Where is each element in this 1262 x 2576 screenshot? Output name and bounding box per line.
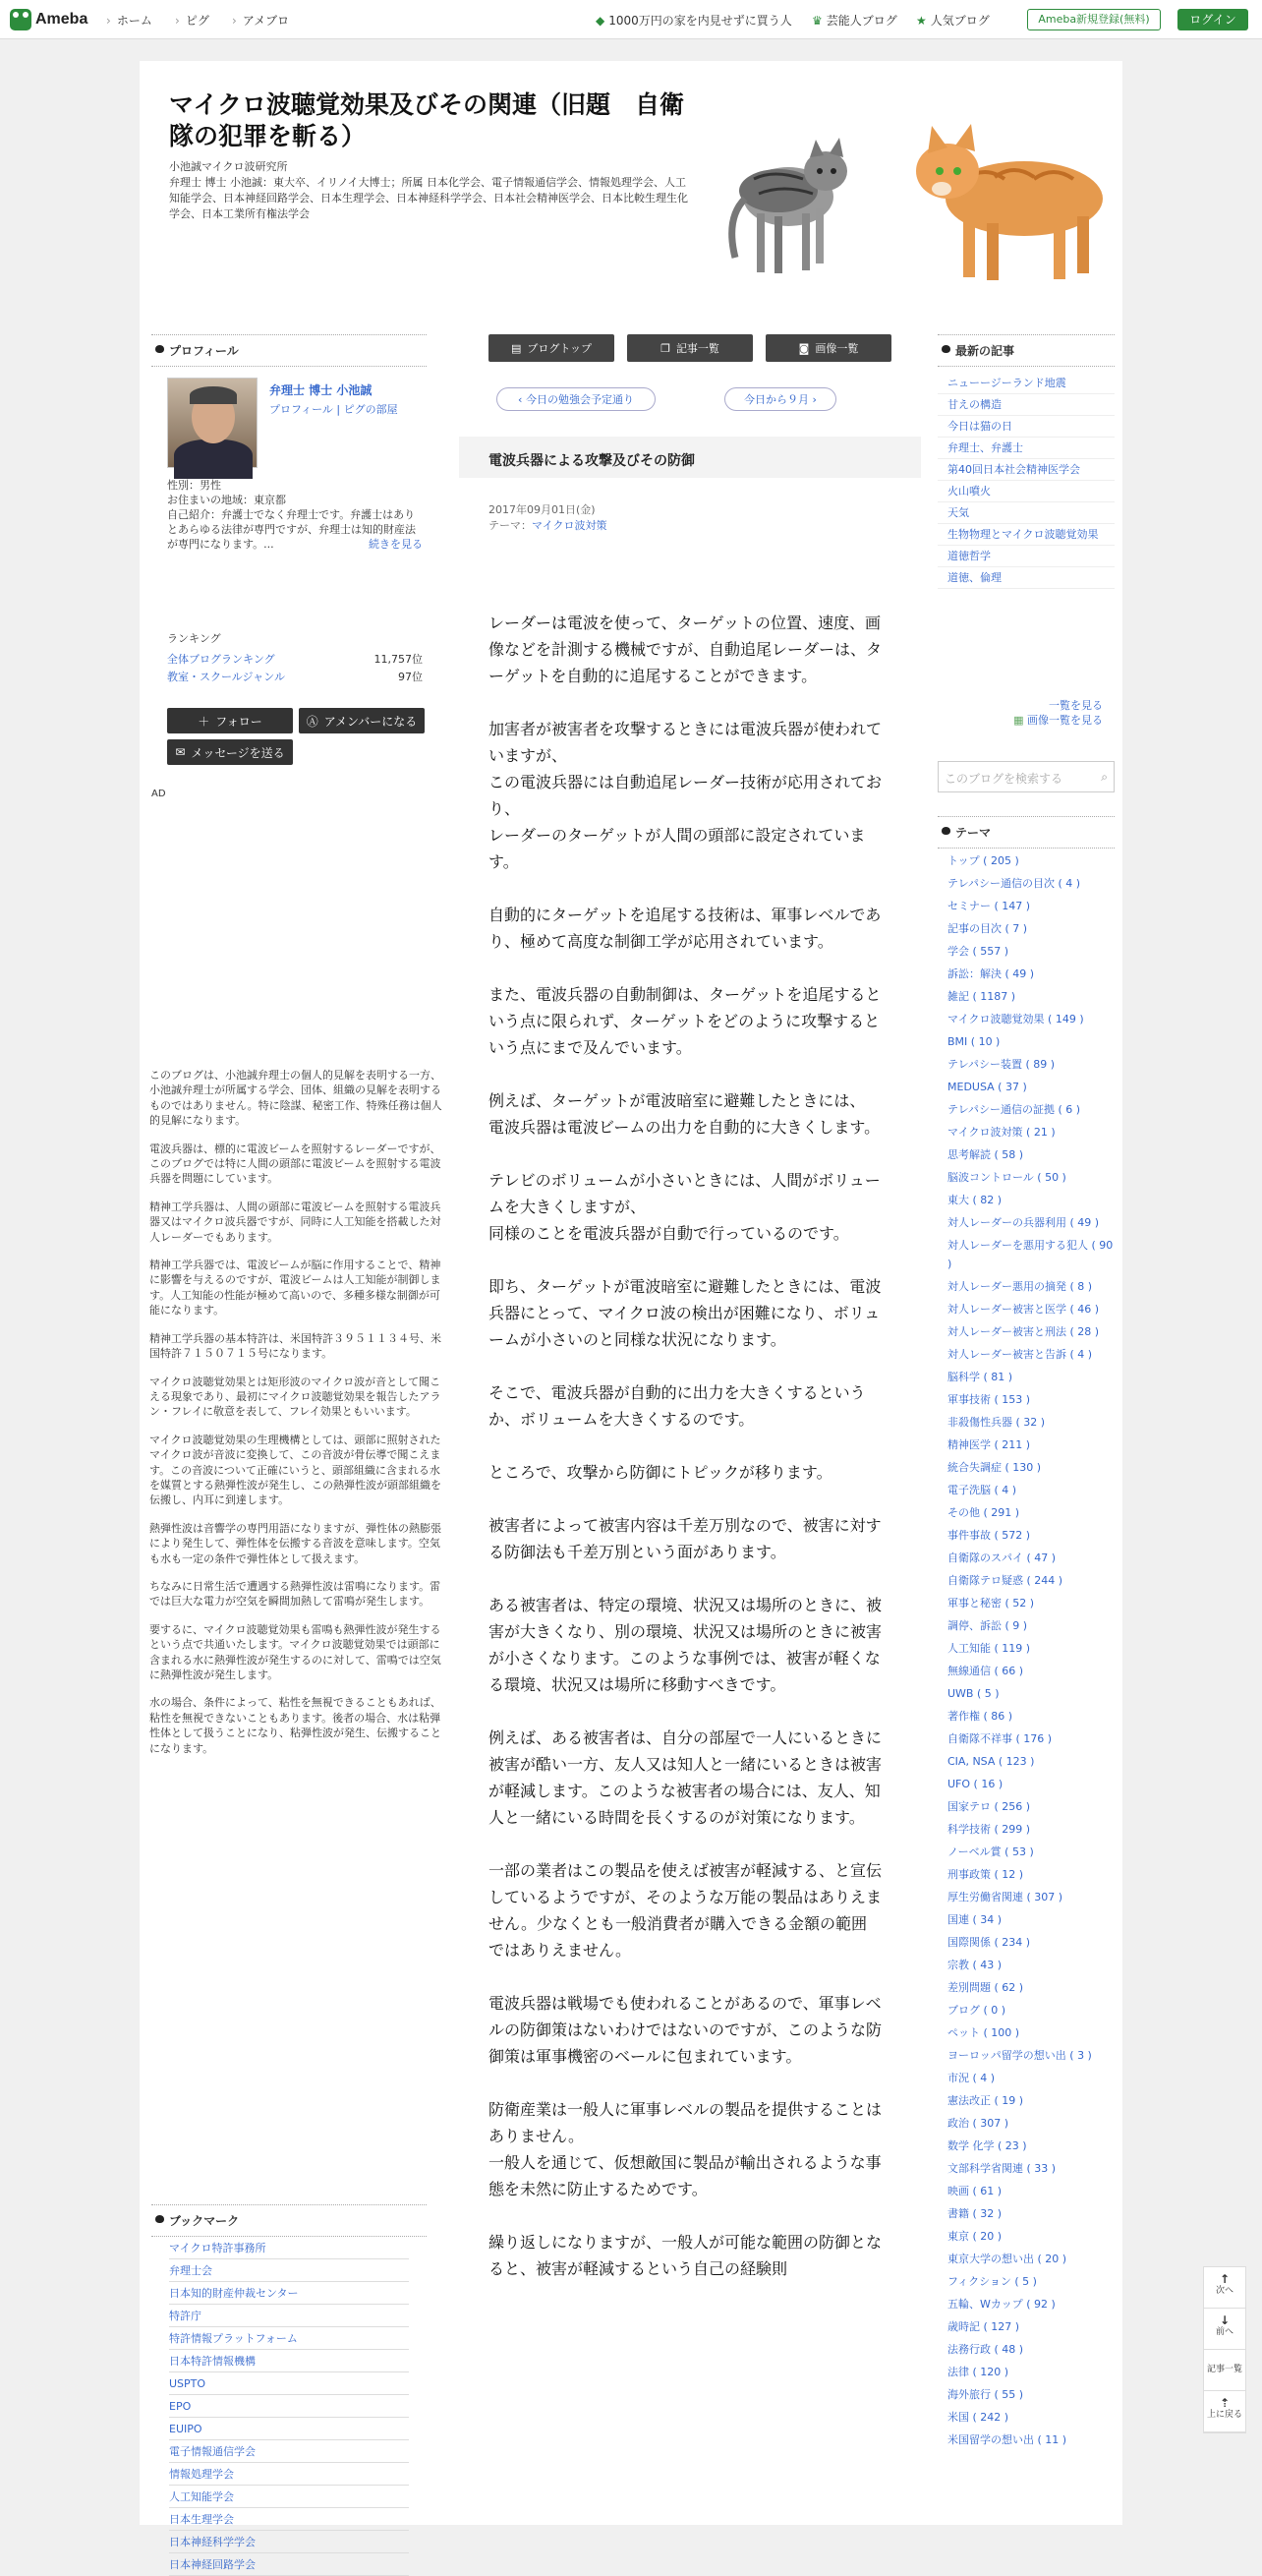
rank-overall-link[interactable]: 全体ブログランキング bbox=[167, 653, 275, 666]
bookmark-item[interactable] bbox=[169, 2463, 409, 2486]
theme-item[interactable] bbox=[938, 1411, 1115, 1434]
nav-home[interactable]: › ホーム bbox=[106, 12, 152, 29]
theme-item[interactable] bbox=[938, 2089, 1115, 2112]
profile-location: お住まいの地域：東京都 bbox=[167, 494, 286, 506]
promo-link[interactable]: ◆ 1000万円の家を内見せずに買う人 bbox=[596, 14, 792, 28]
latest-entry[interactable] bbox=[938, 546, 1115, 567]
bookmark-item[interactable] bbox=[169, 2531, 409, 2553]
bookmark-item[interactable] bbox=[169, 2259, 409, 2282]
orange-cat-image bbox=[916, 124, 1103, 280]
theme-item[interactable] bbox=[938, 1343, 1115, 1366]
frog-logo-icon bbox=[10, 9, 31, 30]
theme-list bbox=[938, 849, 1115, 2451]
latest-entry-link[interactable]: 火山噴火 bbox=[947, 485, 991, 498]
note-7: マイクロ波聴覚効果の生理機構としては、頭部に照射されたマイクロ波が音波に変換して、この音波が骨伝導で聞こえます。この音波について正確にいうと、頭部組織に含まれる水を媒質とする熱弾性波が発生し、この熱弾性波が頭部組織を伝搬し、内耳に到達します。 bbox=[149, 1433, 441, 1507]
theme-item[interactable] bbox=[938, 1121, 1115, 1143]
theme-item[interactable] bbox=[938, 1275, 1115, 1298]
theme-item-link[interactable]: 文部科学省関連 ( 33 ) bbox=[947, 2162, 1057, 2175]
theme-item[interactable] bbox=[938, 1908, 1115, 1931]
amember-button[interactable]: Ⓐ アメンバーになる bbox=[299, 708, 425, 733]
theme-item[interactable] bbox=[938, 1976, 1115, 1999]
entry-list-nav-button[interactable]: 記事一覧 bbox=[1204, 2350, 1245, 2391]
theme-item-link[interactable]: セミナー ( 147 ) bbox=[947, 900, 1031, 912]
bookmark-item-link[interactable]: 特許庁 bbox=[169, 2310, 201, 2322]
bookmark-item-link[interactable]: 特許情報プラットフォーム bbox=[169, 2332, 298, 2345]
bookmark-item-link[interactable]: 弁理士会 bbox=[169, 2264, 212, 2277]
latest-entry[interactable] bbox=[938, 373, 1115, 394]
theme-item[interactable] bbox=[938, 1727, 1115, 1750]
top-arrow-icon: ⇡ bbox=[1219, 2396, 1231, 2410]
latest-heading: 最新の記事 bbox=[938, 334, 1115, 367]
latest-entry-link[interactable]: 甘えの構造 bbox=[947, 398, 1002, 411]
theme-item-link[interactable]: 憲法改正 ( 19 ) bbox=[947, 2094, 1024, 2107]
theme-item-link[interactable]: 調停、訴訟 ( 9 ) bbox=[947, 1619, 1028, 1632]
amember-icon: Ⓐ bbox=[306, 714, 318, 729]
entry-paragraph: そこで、電波兵器が自動的に出力を大きくするというか、ボリュームを大きくするのです。 bbox=[488, 1383, 866, 1429]
bookmark-item-link[interactable]: USPTO bbox=[169, 2377, 206, 2390]
latest-entry[interactable] bbox=[938, 502, 1115, 524]
theme-item[interactable] bbox=[938, 1547, 1115, 1569]
entry-paragraph: 自動的にターゲットを追尾する技術は、軍事レベルであり、極めて高度な制御工学が応用されています。 bbox=[488, 906, 882, 951]
blog-search-input[interactable]: このブログを検索する ⌕ bbox=[938, 761, 1115, 792]
theme-item[interactable] bbox=[938, 2315, 1115, 2338]
theme-item-link[interactable]: 脳科学 ( 81 ) bbox=[947, 1371, 1013, 1383]
theme-item-link[interactable]: 海外旅行 ( 55 ) bbox=[947, 2388, 1024, 2401]
rank-genre-value: 97位 bbox=[398, 671, 423, 683]
theme-item[interactable] bbox=[938, 1143, 1115, 1166]
theme-item-link[interactable]: 対人レーダー被害と刑法 ( 28 ) bbox=[947, 1325, 1100, 1338]
blog-description: 小池誠マイクロ波研究所 弁理士 博士 小池誠：東大卒、イリノイ大博士；所属 日本化学会、電子情報通信学会、情報処理学会、人工知能学会、日本神経回路学会、日本生理学会、日本神経科学学会、日本社会精神医学会、日本比較生理生化学会、日本工業所有権法学会 bbox=[169, 160, 688, 220]
latest-entry-link[interactable]: 道徳、倫理 bbox=[947, 571, 1002, 584]
theme-item[interactable] bbox=[938, 1954, 1115, 1976]
bookmark-item-link[interactable]: EUIPO bbox=[169, 2423, 202, 2435]
theme-item[interactable] bbox=[938, 1931, 1115, 1954]
latest-entry-link[interactable]: ニューージーランド地震 bbox=[947, 377, 1066, 389]
star-icon: ★ bbox=[916, 14, 927, 28]
theme-item[interactable] bbox=[938, 1569, 1115, 1592]
theme-item-link[interactable]: 歳時記 ( 127 ) bbox=[947, 2320, 1020, 2333]
note-1: このブログは、小池誠弁理士の個人的見解を表明する一方、小池誠弁理士が所属する学会、団体、組織の見解を表明するものではありません。特に陰謀、秘密工作、特殊任務は個人的見解になります。 bbox=[149, 1069, 442, 1128]
down-arrow-icon: ↓ bbox=[1219, 2313, 1231, 2327]
theme-item[interactable] bbox=[938, 1053, 1115, 1076]
theme-item[interactable] bbox=[938, 2044, 1115, 2067]
theme-item[interactable] bbox=[938, 1098, 1115, 1121]
theme-item-link[interactable]: テレパシー通信の証拠 ( 6 ) bbox=[947, 1103, 1081, 1116]
theme-item[interactable] bbox=[938, 2021, 1115, 2044]
entry-paragraph: 電波兵器は戦場でも使われることがあるので、軍事レベルの防御策はないわけではないのですが、このような防御策は軍事機密のベールに包まれています。 bbox=[488, 1994, 883, 2066]
theme-item-link[interactable]: ブログ ( 0 ) bbox=[947, 2004, 1006, 2017]
theme-item-link[interactable]: 科学技術 ( 299 ) bbox=[947, 1823, 1031, 1836]
theme-item[interactable] bbox=[938, 1479, 1115, 1501]
latest-entry[interactable] bbox=[938, 394, 1115, 416]
bookmark-item-link[interactable]: 日本生理学会 bbox=[169, 2513, 234, 2526]
theme-item-link[interactable]: 無線通信 ( 66 ) bbox=[947, 1665, 1024, 1677]
floating-nav bbox=[1203, 2266, 1246, 2433]
theme-item-link[interactable]: 自衛隊不祥事 ( 176 ) bbox=[947, 1732, 1053, 1745]
latest-entry-link[interactable]: 道徳哲学 bbox=[947, 550, 991, 562]
profile-links[interactable]: プロフィール | ピグの部屋 bbox=[269, 403, 398, 416]
theme-item-link[interactable]: テレパシー通信の目次 ( 4 ) bbox=[947, 877, 1081, 890]
theme-item[interactable] bbox=[938, 1660, 1115, 1682]
theme-item[interactable] bbox=[938, 2361, 1115, 2383]
theme-item-link[interactable]: 市況 ( 4 ) bbox=[947, 2072, 996, 2084]
follow-button[interactable]: ＋ フォロー bbox=[167, 708, 293, 733]
profile-heading: プロフィール bbox=[151, 334, 427, 367]
latest-entry[interactable] bbox=[938, 524, 1115, 546]
theme-item-link[interactable]: テレパシー装置 ( 89 ) bbox=[947, 1058, 1056, 1071]
entry-paragraph: 繰り返しになりますが、一般人が可能な範囲の防御となると、被害が軽減するという自己の経験則 bbox=[488, 2233, 883, 2278]
theme-item-link[interactable]: ペット ( 100 ) bbox=[947, 2026, 1020, 2039]
rank-overall-value: 11,757位 bbox=[373, 653, 423, 666]
theme-item[interactable] bbox=[938, 1366, 1115, 1388]
theme-item[interactable] bbox=[938, 895, 1115, 917]
bookmark-item[interactable] bbox=[169, 2553, 409, 2576]
profile-avatar[interactable] bbox=[167, 378, 258, 468]
theme-item-link[interactable]: 厚生労働省関連 ( 307 ) bbox=[947, 1891, 1063, 1903]
theme-item-link[interactable]: 米国 ( 242 ) bbox=[947, 2411, 1009, 2424]
theme-item-link[interactable]: ヨーロッパ留学の想い出 ( 3 ) bbox=[947, 2049, 1092, 2062]
bookmark-item-link[interactable]: 情報処理学会 bbox=[169, 2468, 234, 2481]
bookmark-item[interactable] bbox=[169, 2237, 409, 2259]
theme-item-link[interactable]: マイクロ波対策 ( 21 ) bbox=[947, 1126, 1056, 1139]
theme-item[interactable] bbox=[938, 1841, 1115, 1863]
blog-icon: ▤ bbox=[510, 341, 522, 355]
theme-item[interactable] bbox=[938, 1320, 1115, 1343]
entry-paragraph: テレビのボリュームが小さいときには、人間がボリュームを大きくしますが、 同様のことを電波兵器が自動で行っているのです。 bbox=[488, 1171, 881, 1243]
theme-item-link[interactable]: 東京大学の想い出 ( 20 ) bbox=[947, 2253, 1067, 2265]
theme-item[interactable] bbox=[938, 2429, 1115, 2451]
theme-item-link[interactable]: 電子洗脳 ( 4 ) bbox=[947, 1484, 1017, 1496]
theme-item[interactable] bbox=[938, 1076, 1115, 1098]
profile-intro: 自己紹介：弁護士でなく弁理士です。弁護士はありとあらゆる法律が専門ですが、弁理士は知的財産法が専門になります。... bbox=[167, 508, 416, 551]
nav-pigg[interactable]: › ピグ bbox=[175, 12, 209, 29]
bookmark-item-link[interactable]: 電子情報通信学会 bbox=[169, 2445, 256, 2458]
note-3: 精神工学兵器は、人間の頭部に電波ビームを照射する電波兵器又はマイクロ波兵器ですが、同時に人工知能を搭載した対人レーダーでもあります。 bbox=[149, 1200, 441, 1244]
more-images-link[interactable]: 画像一覧を見る bbox=[1027, 714, 1103, 727]
bookmark-item-link[interactable]: 日本知的財産仲裁センター bbox=[169, 2287, 299, 2300]
theme-item[interactable] bbox=[938, 1637, 1115, 1660]
theme-item-link[interactable]: 宗教 ( 43 ) bbox=[947, 1959, 1003, 1971]
bookmark-heading: ブックマーク bbox=[151, 2204, 427, 2237]
theme-item-link[interactable]: 法律 ( 120 ) bbox=[947, 2366, 1009, 2378]
theme-item-link[interactable]: 人工知能 ( 119 ) bbox=[947, 1642, 1031, 1655]
theme-item-link[interactable]: 自衛隊のスパイ ( 47 ) bbox=[947, 1551, 1057, 1564]
theme-item[interactable] bbox=[938, 2406, 1115, 2429]
theme-item-link[interactable]: 対人レーダー悪用の摘発 ( 8 ) bbox=[947, 1280, 1093, 1293]
theme-item-link[interactable]: 非殺傷性兵器 ( 32 ) bbox=[947, 1416, 1046, 1429]
theme-item[interactable] bbox=[938, 1682, 1115, 1705]
entry-paragraph: 被害者によって被害内容は千差万別なので、被害に対する防御法も千差万別という面があります。 bbox=[488, 1516, 882, 1561]
theme-item[interactable] bbox=[938, 1456, 1115, 1479]
theme-item-link[interactable]: 自衛隊テロ疑惑 ( 244 ) bbox=[947, 1574, 1063, 1587]
theme-item-link[interactable]: 対人レーダー被害と告訴 ( 4 ) bbox=[947, 1348, 1093, 1361]
theme-item[interactable] bbox=[938, 872, 1115, 895]
theme-item-link[interactable]: 米国留学の想い出 ( 11 ) bbox=[947, 2433, 1067, 2446]
theme-item[interactable] bbox=[938, 1886, 1115, 1908]
crown-icon: ♛ bbox=[812, 14, 823, 28]
blog-page bbox=[140, 61, 1122, 2571]
entry-paragraph: 一部の業者はこの製品を使えば被害が軽減する、と宣伝しているようですが、そのような万能の製品はありえません。少なくとも一般消費者が購入できる金額の範囲ではありえません。 bbox=[488, 1861, 883, 1960]
latest-entry[interactable] bbox=[938, 567, 1115, 589]
entry-date: 2017年09月01日(金) bbox=[488, 503, 596, 516]
more-links bbox=[1013, 698, 1103, 728]
bookmark-item[interactable] bbox=[169, 2372, 409, 2395]
theme-item-link[interactable]: マイクロ波聴覚効果 ( 149 ) bbox=[947, 1013, 1084, 1025]
theme-item[interactable] bbox=[938, 1166, 1115, 1189]
profile-more-link[interactable]: 続きを見る bbox=[369, 538, 423, 551]
theme-item-link[interactable]: トップ ( 205 ) bbox=[947, 854, 1019, 867]
entry-paragraph: ところで、攻撃から防御にトピックが移ります。 bbox=[488, 1463, 832, 1482]
theme-item[interactable] bbox=[938, 1234, 1115, 1275]
blog-title[interactable]: マイクロ波聴覚効果及びその関連（旧題 自衛隊の犯罪を斬る） bbox=[169, 92, 685, 150]
diamond-icon: ◆ bbox=[596, 14, 605, 28]
theme-item[interactable] bbox=[938, 917, 1115, 940]
theme-item[interactable] bbox=[938, 1614, 1115, 1637]
theme-item-link[interactable]: 国家テロ ( 256 ) bbox=[947, 1800, 1031, 1813]
theme-item[interactable] bbox=[938, 1795, 1115, 1818]
theme-item[interactable] bbox=[938, 2338, 1115, 2361]
theme-item[interactable] bbox=[938, 1705, 1115, 1727]
theme-item[interactable] bbox=[938, 2293, 1115, 2315]
bookmark-item-link[interactable]: 人工知能学会 bbox=[169, 2490, 234, 2503]
bookmark-item[interactable] bbox=[169, 2440, 409, 2463]
theme-item-link[interactable]: ノーベル賞 ( 53 ) bbox=[947, 1845, 1034, 1858]
entry-list-button[interactable]: ❐ 記事一覧 bbox=[627, 334, 753, 362]
blog-top-button[interactable]: ▤ ブログトップ bbox=[488, 334, 614, 362]
prev-entry-link[interactable]: ‹ 今日の勉強会予定通り bbox=[496, 387, 656, 411]
theme-item-link[interactable]: 東大 ( 82 ) bbox=[947, 1194, 1003, 1206]
mail-icon: ✉ bbox=[175, 745, 186, 759]
entry-paragraph: レーダーは電波を使って、ターゲットの位置、速度、画像などを計測する機械ですが、自動追尾レーダーは、ターゲットを自動的に追尾することができます。 bbox=[488, 614, 883, 685]
global-header bbox=[0, 0, 1262, 39]
theme-item-link[interactable]: UFO ( 16 ) bbox=[947, 1778, 1004, 1790]
bookmark-item-link[interactable]: EPO bbox=[169, 2400, 192, 2413]
theme-item-link[interactable]: 脳波コントロール ( 50 ) bbox=[947, 1171, 1066, 1184]
theme-item[interactable] bbox=[938, 2270, 1115, 2293]
theme-item-link[interactable]: 国際関係 ( 234 ) bbox=[947, 1936, 1031, 1949]
entry-paragraph: また、電波兵器の自動制御は、ターゲットを追尾するという点に限られず、ターゲットをどのように攻撃するという点にまで及んでいます。 bbox=[488, 985, 882, 1057]
theme-heading: テーマ bbox=[938, 816, 1115, 849]
theme-item-link[interactable]: MEDUSA ( 37 ) bbox=[947, 1081, 1027, 1093]
entry-body bbox=[488, 610, 882, 2309]
theme-item-link[interactable]: 思考解読 ( 58 ) bbox=[947, 1148, 1024, 1161]
theme-item-link[interactable]: フィクション ( 5 ) bbox=[947, 2275, 1037, 2288]
bookmark-item[interactable] bbox=[169, 2508, 409, 2531]
back-to-top-button[interactable]: ⇡ 上に戻る bbox=[1204, 2391, 1245, 2432]
search-icon[interactable]: ⌕ bbox=[1101, 770, 1108, 784]
theme-item[interactable] bbox=[938, 2383, 1115, 2406]
up-arrow-icon: ↑ bbox=[1219, 2272, 1231, 2286]
theme-item-link[interactable]: 書籍 ( 32 ) bbox=[947, 2207, 1003, 2220]
bookmark-item-link[interactable]: 日本神経科学学会 bbox=[169, 2536, 256, 2548]
theme-item[interactable] bbox=[938, 2180, 1115, 2202]
theme-item-link[interactable]: 訴訟：解決 ( 49 ) bbox=[947, 967, 1035, 980]
note-2: 電波兵器は、標的に電波ビームを照射するレーダーですが、このブログでは特に人間の頭部に電波ビームを照射する電波兵器を問題にしています。 bbox=[149, 1142, 441, 1186]
theme-item-link[interactable]: 東京 ( 20 ) bbox=[947, 2230, 1003, 2243]
theme-item-link[interactable]: 五輪、Wカップ ( 92 ) bbox=[947, 2298, 1056, 2311]
celeb-blog-link[interactable]: ♛ 芸能人ブログ bbox=[812, 14, 897, 28]
image-list-button[interactable]: ◙ 画像一覧 bbox=[766, 334, 891, 362]
theme-item-link[interactable]: その他 ( 291 ) bbox=[947, 1506, 1020, 1519]
theme-item[interactable] bbox=[938, 1773, 1115, 1795]
theme-item-link[interactable]: 学会 ( 557 ) bbox=[947, 945, 1009, 958]
camera-icon: ◙ bbox=[798, 341, 810, 355]
popular-blog-link[interactable]: ★ 人気ブログ bbox=[916, 14, 990, 28]
theme-item[interactable] bbox=[938, 963, 1115, 985]
note-5: 精神工学兵器の基本特許は、米国特許３９５１１３４号、米国特許７１５０７１５号になります。 bbox=[149, 1331, 441, 1361]
latest-entry[interactable] bbox=[938, 481, 1115, 502]
plus-icon: ＋ bbox=[198, 714, 210, 729]
theme-item-link[interactable]: 対人レーダー被害と医学 ( 46 ) bbox=[947, 1303, 1100, 1316]
theme-item-link[interactable]: 統合失調症 ( 130 ) bbox=[947, 1461, 1042, 1474]
rank-genre-link[interactable]: 教室・スクールジャンル bbox=[167, 671, 286, 683]
login-button[interactable]: ログイン bbox=[1177, 9, 1248, 30]
logo-text: Ameba bbox=[35, 11, 88, 28]
theme-item-link[interactable]: 事件事故 ( 572 ) bbox=[947, 1529, 1031, 1542]
theme-item[interactable] bbox=[938, 1592, 1115, 1614]
theme-item[interactable] bbox=[938, 2248, 1115, 2270]
theme-item-link[interactable]: 雑記 ( 1187 ) bbox=[947, 990, 1016, 1003]
theme-item-link[interactable]: 対人レーダーの兵器利用 ( 49 ) bbox=[947, 1216, 1100, 1229]
latest-entries-list bbox=[938, 373, 1115, 589]
theme-item-link[interactable]: 国連 ( 34 ) bbox=[947, 1913, 1003, 1926]
theme-item[interactable] bbox=[938, 1524, 1115, 1547]
bookmark-item-link[interactable]: 日本神経回路学会 bbox=[169, 2558, 256, 2571]
entry-paragraph: 防衛産業は一般人に軍事レベルの製品を提供することはありません。 一般人を通じて、仮想敵国に製品が輸出されるような事態を未然に防止するためです。 bbox=[488, 2100, 883, 2198]
theme-item[interactable] bbox=[938, 1863, 1115, 1886]
latest-entry[interactable] bbox=[938, 416, 1115, 438]
bookmark-item-link[interactable]: 日本特許情報機構 bbox=[169, 2355, 256, 2368]
theme-item[interactable] bbox=[938, 1211, 1115, 1234]
bookmark-item[interactable] bbox=[169, 2282, 409, 2305]
ameba-logo[interactable] bbox=[10, 8, 87, 31]
theme-item[interactable] bbox=[938, 1999, 1115, 2021]
theme-item-link[interactable]: BMI ( 10 ) bbox=[947, 1035, 1001, 1048]
bookmark-section bbox=[151, 2204, 427, 2576]
theme-item-link[interactable]: 刑事政策 ( 12 ) bbox=[947, 1868, 1024, 1881]
theme-item[interactable] bbox=[938, 1501, 1115, 1524]
theme-item[interactable] bbox=[938, 1030, 1115, 1053]
theme-item-link[interactable]: 軍事と秘密 ( 52 ) bbox=[947, 1597, 1035, 1610]
theme-item[interactable] bbox=[938, 1298, 1115, 1320]
theme-item[interactable] bbox=[938, 849, 1115, 872]
theme-item-link[interactable]: UWB ( 5 ) bbox=[947, 1687, 1000, 1700]
latest-entry[interactable] bbox=[938, 459, 1115, 481]
bookmark-list bbox=[169, 2237, 409, 2576]
latest-entry[interactable] bbox=[938, 438, 1115, 459]
theme-item-link[interactable]: 政治 ( 307 ) bbox=[947, 2117, 1009, 2130]
header-cats-image bbox=[700, 81, 1122, 317]
right-sidebar bbox=[938, 334, 1115, 2446]
note-8: 熱弾性波は音響学の専門用語になりますが、弾性体の熱膨張により発生して、弾性体を伝搬する音波を意味します。空気も水も一定の条件で弾性体として扱えます。 bbox=[149, 1521, 441, 1565]
images-icon: ▦ bbox=[1013, 714, 1024, 727]
rank-row-genre bbox=[167, 669, 423, 684]
next-button[interactable]: ↑ 次へ bbox=[1204, 2267, 1245, 2309]
theme-item[interactable] bbox=[938, 1388, 1115, 1411]
latest-entry-link[interactable]: 弁理士、弁護士 bbox=[947, 441, 1023, 454]
latest-entry-link[interactable]: 今日は猫の日 bbox=[947, 420, 1012, 433]
latest-entry-link[interactable]: 第40回日本社会精神医学会 bbox=[947, 463, 1080, 476]
theme-item[interactable] bbox=[938, 985, 1115, 1008]
profile-name[interactable]: 弁理士 博士 小池誠 bbox=[269, 383, 373, 397]
register-button[interactable]: Ameba新規登録(無料) bbox=[1027, 9, 1161, 30]
entry-paragraph: 例えば、ある被害者は、自分の部屋で一人にいるときに被害が酷い一方、友人又は知人と一緒にいるときは被害が軽減します。このような被害者の場合には、友人、知人と一緒にいる時間を長くするのが対策になります。 bbox=[488, 1728, 883, 1827]
theme-item[interactable] bbox=[938, 2157, 1115, 2180]
ad-label: AD bbox=[151, 789, 166, 799]
theme-item-link[interactable]: 精神医学 ( 211 ) bbox=[947, 1438, 1031, 1451]
theme-item[interactable] bbox=[938, 2067, 1115, 2089]
next-entry-link[interactable]: 今日から９月 › bbox=[724, 387, 836, 411]
latest-entry-link[interactable]: 生物物理とマイクロ波聴覚効果 bbox=[947, 528, 1099, 541]
bookmark-item-link[interactable]: マイクロ特許事務所 bbox=[169, 2242, 266, 2254]
note-9: ちなみに日常生活で遭遇する熱弾性波は雷鳴になります。雷では巨大な電力が空気を瞬間加熱して雷鳴が発生します。 bbox=[149, 1579, 441, 1609]
entry-paragraph: 加害者が被害者を攻撃するときには電波兵器が使われていますが、 この電波兵器には自動追尾レーダー技術が応用されており、 レーダーのターゲットが人間の頭部に設定されています。 bbox=[488, 720, 883, 871]
theme-item-link[interactable]: 法務行政 ( 48 ) bbox=[947, 2343, 1024, 2356]
ranking-label: ランキング bbox=[167, 632, 221, 645]
more-list-link[interactable]: 一覧を見る bbox=[1049, 699, 1103, 712]
theme-item-link[interactable]: 数学 化学 ( 23 ) bbox=[947, 2139, 1027, 2152]
theme-item-link[interactable]: 対人レーダーを悪用する犯人 ( 90 ) bbox=[947, 1239, 1114, 1270]
message-button[interactable]: ✉ メッセージを送る bbox=[167, 739, 293, 765]
note-11: 水の場合、条件によって、粘性を無視できることもあれば、粘性を無視できないこともあります。後者の場合、水は粘弾性体として扱うことになり、粘弾性波が発生、伝搬することになります。 bbox=[149, 1696, 441, 1755]
theme-item-link[interactable]: 軍事技術 ( 153 ) bbox=[947, 1393, 1031, 1406]
theme-item-link[interactable]: 差別問題 ( 62 ) bbox=[947, 1981, 1024, 1994]
theme-item[interactable] bbox=[938, 1818, 1115, 1841]
theme-item[interactable] bbox=[938, 2112, 1115, 2135]
blog-notes bbox=[149, 1068, 444, 1769]
entry-theme-link[interactable]: マイクロ波対策 bbox=[532, 519, 607, 532]
bookmark-item[interactable] bbox=[169, 2305, 409, 2327]
theme-item-link[interactable]: 映画 ( 61 ) bbox=[947, 2185, 1003, 2197]
note-10: 要するに、マイクロ波聴覚効果も雷鳴も熱弾性波が発生するという点で共通いたします。マイクロ波聴覚効果では頭部に含まれる水に熱弾性波が発生するのに対して、雷鳴では空気に熱弾性波が発生します。 bbox=[149, 1622, 441, 1681]
theme-item-link[interactable]: CIA, NSA ( 123 ) bbox=[947, 1755, 1035, 1768]
nav-ameblo[interactable]: › アメブロ bbox=[232, 12, 289, 29]
theme-item-link[interactable]: 著作権 ( 86 ) bbox=[947, 1710, 1013, 1723]
rank-row-overall bbox=[167, 651, 423, 667]
entry-paragraph: ある被害者は、特定の環境、状況又は場所のときに、被害が大きくなり、別の環境、状況又は場所のときに被害が小さくなります。このような事例では、被害が軽くなる環境、状況又は場所に移動すべきです。 bbox=[488, 1596, 883, 1694]
theme-item[interactable] bbox=[938, 2225, 1115, 2248]
note-6: マイクロ波聴覚効果とは矩形波のマイクロ波が音として聞こえる現象であり、最初にマイクロ波聴覚効果を報告したアラン・フレイに敬意を表して、フレイ効果ともいいます。 bbox=[149, 1375, 441, 1419]
theme-item-link[interactable]: 記事の目次 ( 7 ) bbox=[947, 922, 1028, 935]
theme-item[interactable] bbox=[938, 940, 1115, 963]
prev-button[interactable]: ↓ 前へ bbox=[1204, 2309, 1245, 2350]
theme-item[interactable] bbox=[938, 1750, 1115, 1773]
left-sidebar bbox=[151, 334, 427, 760]
bookmark-item[interactable] bbox=[169, 2350, 409, 2372]
theme-item[interactable] bbox=[938, 2135, 1115, 2157]
theme-item[interactable] bbox=[938, 1189, 1115, 1211]
gray-cat-image bbox=[732, 138, 847, 273]
bookmark-item[interactable] bbox=[169, 2327, 409, 2350]
theme-item[interactable] bbox=[938, 1434, 1115, 1456]
theme-item[interactable] bbox=[938, 2202, 1115, 2225]
entry-title[interactable]: 電波兵器による攻撃及びその防御 bbox=[459, 437, 921, 478]
profile-gender: 性別：男性 bbox=[167, 479, 221, 492]
note-4: 精神工学兵器では、電波ビームが脳に作用することで、精神に影響を与えるのですが、電波ビームは人工知能が制御します。人工知能の性能が極めて高いので、多種多様な制御が可能になります。 bbox=[149, 1259, 441, 1317]
entry-paragraph: 例えば、ターゲットが電波暗室に避難したときには、 電波兵器は電波ビームの出力を自動的に大きくします。 bbox=[488, 1091, 881, 1137]
entry-theme: テーマ：マイクロ波対策 bbox=[488, 519, 607, 532]
theme-item[interactable] bbox=[938, 1008, 1115, 1030]
list-icon: ❐ bbox=[660, 341, 670, 355]
bookmark-item[interactable] bbox=[169, 2486, 409, 2508]
bookmark-item[interactable] bbox=[169, 2395, 409, 2418]
entry-paragraph: 即ち、ターゲットが電波暗室に避難したときには、電波兵器にとって、マイクロ波の検出が困難になり、ボリュームが小さいのと同様な状況になります。 bbox=[488, 1277, 882, 1349]
bookmark-item[interactable] bbox=[169, 2418, 409, 2440]
latest-entry-link[interactable]: 天気 bbox=[947, 506, 969, 519]
